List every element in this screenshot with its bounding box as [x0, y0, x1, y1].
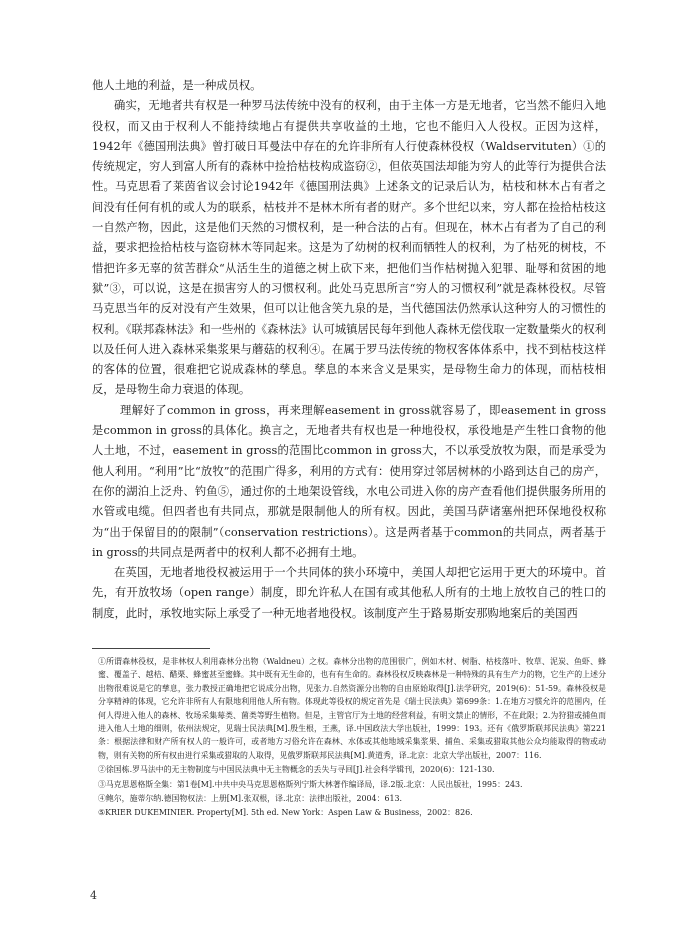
paragraph: 在英国，无地者地役权被运用于一个共同体的狭小环境中，美国人却把它运用于更大的环境中。首先，有开放牧场（open range）制度，即允许私人在国有或其他私人所有的土地上放牧自己的牲口的制度，此时，承牧地实际上承受了一种无地者地役权。该制度产生于路易斯安那购地案后的美国西 [92, 566, 606, 620]
body-text [92, 76, 606, 624]
footnote: ④鲍尔，施蒂尔纳.德国物权法：上册[M].张双根，译.北京：法律出版社，2004：613. [98, 794, 403, 804]
footnote-separator [92, 648, 210, 649]
footnotes [98, 655, 606, 820]
footnote: ②徐国栋.罗马法中的无主物制度与中国民法典中无主物概念的丢失与寻回[J].社会科学辑刊，2020(6)：121-130. [98, 765, 495, 775]
footnote: ③马克思恩格斯全集：第1卷[M].中共中央马克思恩格斯列宁斯大林著作编译局，译.2版.北京：人民出版社，1995：243. [98, 779, 523, 789]
footnote: ①所谓森林役权，是非林权人利用森林分出物（Waldneu）之权。森林分出物的范围很广，例如木材、树脂、枯枝落叶、牧草、泥炭、鱼虾、蜂蜜、覆盖子、越桔、醋栗、蜂蜜甚至蜜蜂。其中既有无生命的，也有有生命的。森林役权反映森林是一种特殊的具有生产力的物，它生产的上述分出物很难说是它的孳息，张力教授正确地把它说成分出物，见张力.自然资源分出物的自由原始取得[J].法学研究，2019(6)：51-59。森林役权是分享精神的体现，它允许非所有人有限地利用他人所有物。体现此等役权的规定首先是《瑞士民法典》第699条：1.在地方习惯允许的范围内，任何人得进入他人的森林、牧场采集莓类、菌类等野生植物。但是，主管官厅为土地的经营利益，有明文禁止的情形，不在此限；2.为狩猎或捕鱼而进入他人土地的细则，依州法规定，见瑞士民法典[M].殷生根，王燕，译.中国政法大学出版社，1999：193。还有《俄罗斯联邦民法典》第221条：根据法律和财产所有权人的一般许可，或者地方习俗允许在森林、水体或其他地域采集浆果、捕鱼、采集或猎取其他公众均能取得的物或动物，则有关物的所有权由进行采集或猎取的人取得，见俄罗斯联邦民法典[M].黄道秀，译.北京：北京大学出版社，2007：116. [98, 657, 606, 760]
paragraph: 确实，无地者共有权是一种罗马法传统中没有的权利，由于主体一方是无地者，它当然不能归入地役权，而又由于权利人不能持续地占有提供共享收益的土地，它也不能归入人役权。正因为这样，1942年《德国刑法典》曾打破日耳曼法中存在的允许非所有人行使森林役权（Waldservituten）①的传统规定，穷人到富人所有的森林中捡拾枯枝构成盗窃②，但依英国法却能为穷人的此等行为提供合法性。马克思看了莱茵省议会讨论1942年《德国刑法典》上述条文的记录后认为，枯枝和林木占有者之间没有任何有机的或人为的联系，枯枝并不是林木所有者的财产。多个世纪以来，穷人都在捡拾枯枝这一自然产物，因此，这是他们天然的习惯权利，是一种合法的占有。但现在，林木占有者为了自己的利益，要求把捡拾枯枝与盗窃林木等同起来。这是为了幼树的权利而牺牲人的权利，为了枯死的树枝，不惜把许多无辜的贫苦群众“从活生生的道德之树上砍下来，把他们当作枯树抛入犯罪、耻辱和贫困的地狱”③，可以说，这是在损害穷人的习惯权利。此处马克思所言“穷人的习惯权利”就是森林役权。尽管马克思当年的反对没有产生效果，但可以让他含笑九泉的是，当代德国法仍然承认这种穷人的习惯性的权利。《联邦森林法》和一些州的《森林法》认可城镇居民每年到他人森林无偿伐取一定数量柴火的权利以及任何人进入森林采集浆果与蘑菇的权利④。在属于罗马法传统的物权客体体系中，找不到枯枝这样的客体的位置，很难把它说成森林的孳息。孳息的本来含义是果实，是母物生命力的体现，而枯枝相反，是母物生命力衰退的体现。 [92, 99, 607, 397]
footnote: ⑤KRIER DUKEMINIER. Property[M]. 5th ed. New York：Aspen Law & Business，2002：826. [98, 808, 473, 818]
paragraph: 他人土地的利益，是一种成员权。 [92, 79, 262, 92]
page-number: 4 [90, 889, 97, 902]
paragraph: 理解好了common in gross，再来理解easement in gross就容易了，即easement in gross是common in gross的具体化。换言之，无地者共有权也是一种地役权，承役地是产生牲口食物的他人土地，不过，easement in gross的范围比common in gross大，不以承受放牧为限，而是承受为他人利用。“利用”比“放牧”的范围广得多，利用的方式有：使用穿过邻居树林的小路到达自己的房产，在你的湖泊上泛舟、钓鱼⑤，通过你的土地架设管线，水电公司进入你的房产查看他们提供服务所用的水管或电缆。但四者也有共同点，那就是限制他人的所有权。因此，美国马萨诸塞州把环保地役权称为“出于保留目的的限制”（conservation restrictions）。这是两者基于common的共同点，两者基于in gross的共同点是两者中的权利人都不必拥有土地。 [92, 403, 606, 559]
